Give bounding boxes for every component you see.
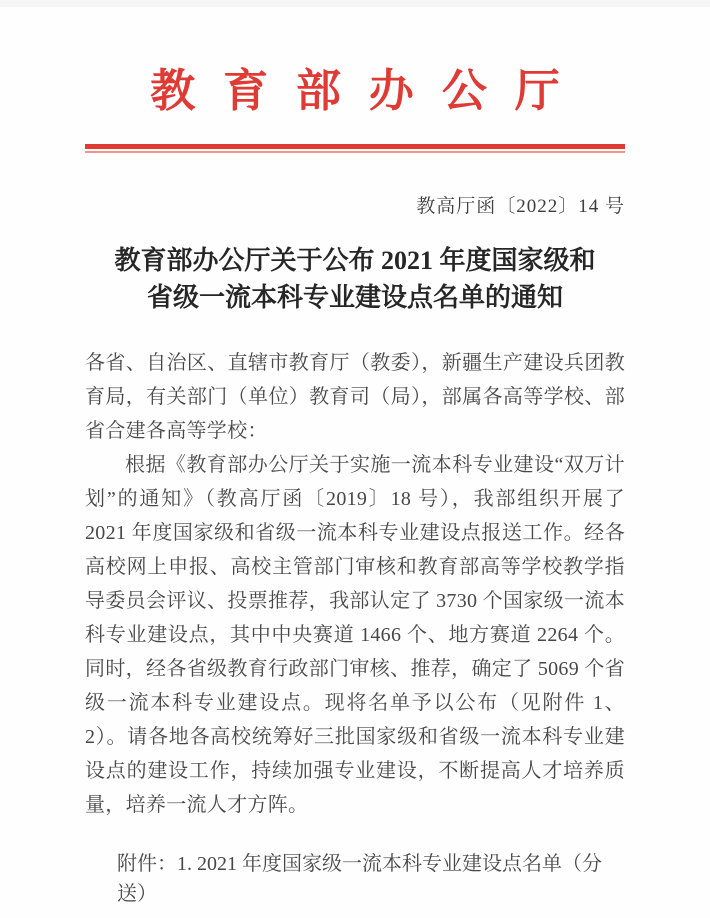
document-title-line1: 教育部办公厅关于公布 2021 年度国家级和 xyxy=(114,246,596,275)
letterhead-title: 教育部办公厅 xyxy=(150,66,588,116)
letterhead-rule xyxy=(85,144,625,153)
document-body xyxy=(85,346,625,822)
document-content xyxy=(85,0,625,918)
salutation-paragraph: 各省、自治区、直辖市教育厅（教委），新疆生产建设兵团教育局，有关部门（单位）教育司（局），部属各高等学校、部省合建各高等学校： xyxy=(85,352,625,442)
letterhead-rule-thin-line xyxy=(85,151,625,153)
scan-top-edge xyxy=(0,0,710,7)
attachment-line: 附件：1. 2021 年度国家级一流本科专业建设点名单（分送） xyxy=(117,853,602,905)
document-title xyxy=(85,242,625,316)
letterhead-rule-thick-line xyxy=(85,144,625,149)
document-title-line2: 省级一流本科专业建设点名单的通知 xyxy=(146,283,563,312)
main-body-paragraph: 根据《教育部办公厅关于实施一流本科专业建设“双万计划”的通知》（教高厅函〔2019〕18 号），我部组织开展了 2021 年度国家级和省级一流本科专业建设点报送工作。经各高校网上申报、高校主管部门审核和教育部高等学校教学指导委员会评议、投票推荐，我部认定了 3730 个国家级一流本科专业建设点，其中中央赛道 1466 个、地方赛道 2264 个。同时，经各省级教育行政部门审核、推荐，确定了 5069 个省级一流本科专业建设点。现将名单予以公布（见附件 1、2）。请各地各高校统筹好三批国家级和省级一流本科专业建设点的建设工作，持续加强专业建设，不断提高人才培养质量，培养一流人才方阵。 xyxy=(85,454,625,816)
document-number: 教高厅函〔2022〕14 号 xyxy=(416,196,625,217)
